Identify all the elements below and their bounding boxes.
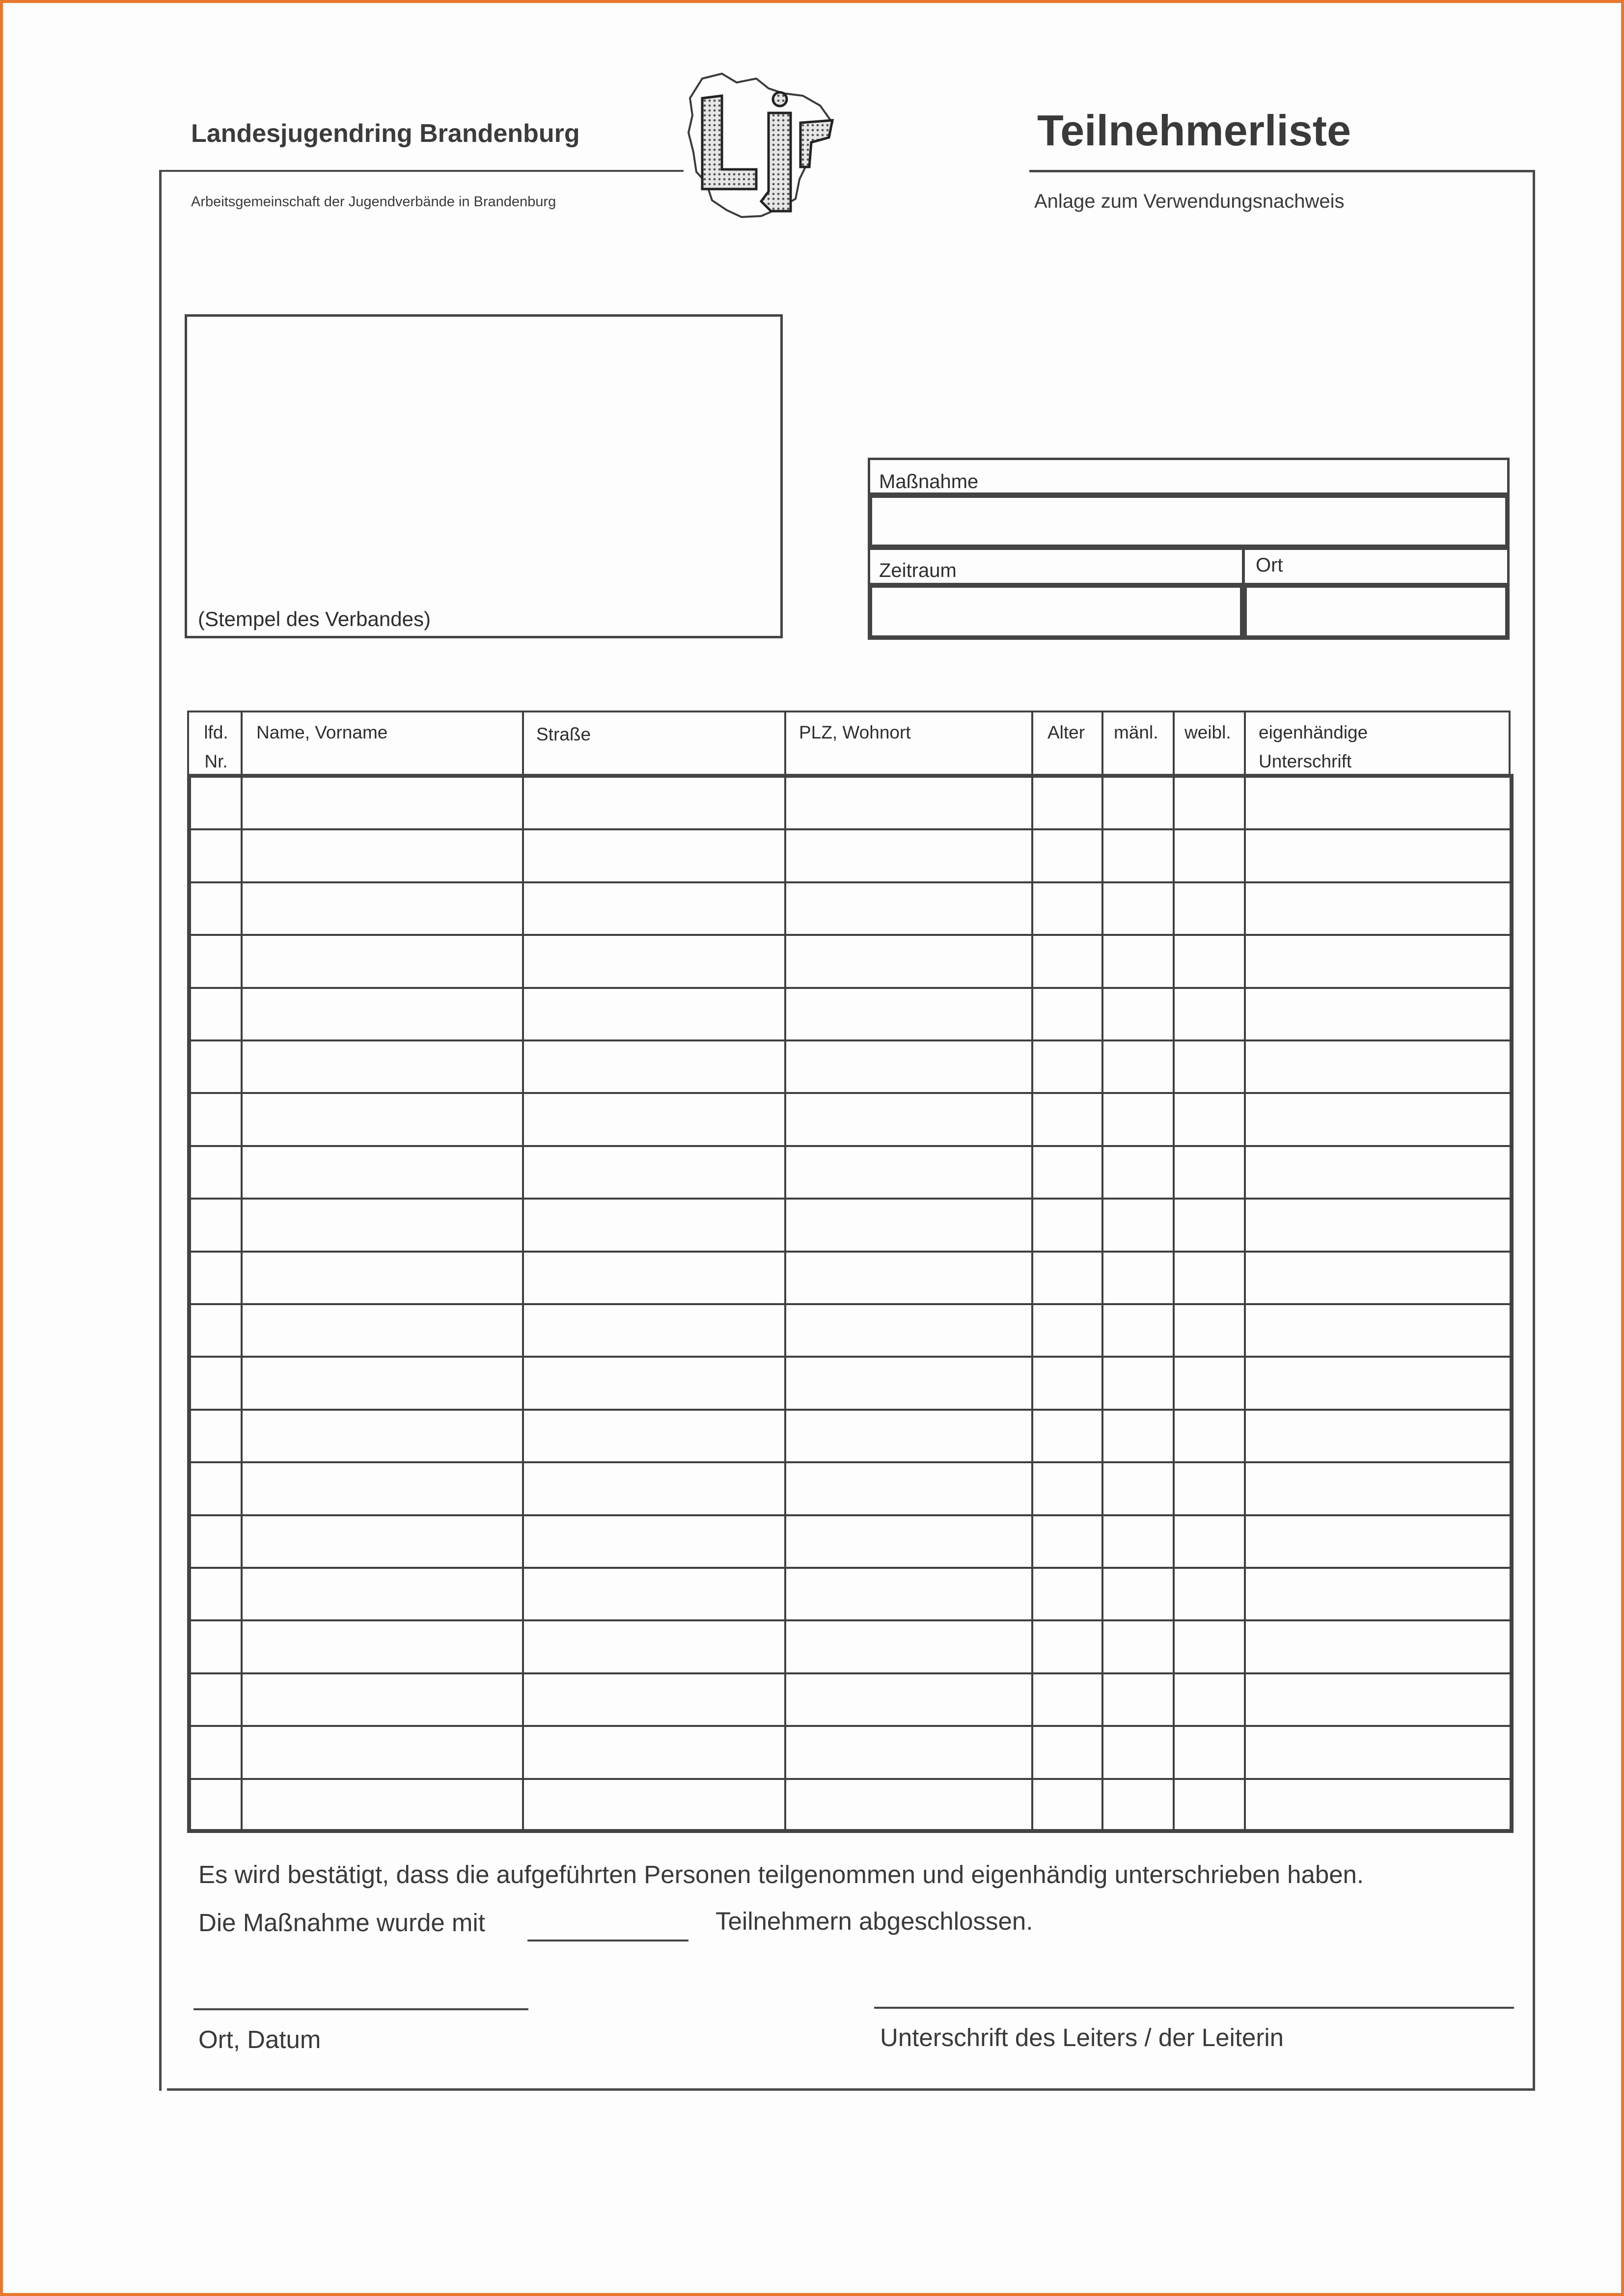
massnahme-label: Maßnahme — [879, 471, 979, 492]
col-header-name: Name, Vorname — [256, 722, 388, 742]
col-header-nr-line2: Nr. — [204, 751, 228, 772]
col-header-strasse: Straße — [536, 724, 591, 744]
completion-prefix: Die Maßnahme wurde mit — [198, 1909, 485, 1937]
col-header-alter: Alter — [1047, 722, 1085, 742]
place-date-label: Ort, Datum — [198, 2025, 321, 2053]
stamp-label: (Stempel des Verbandes) — [198, 607, 431, 630]
organization-subtitle: Arbeitsgemeinschaft der Jugendverbände in Brandenburg — [191, 194, 556, 210]
document-subtitle: Anlage zum Verwendungsnachweis — [1034, 191, 1345, 212]
col-header-weibl: weibl. — [1184, 722, 1231, 742]
completion-suffix: Teilnehmern abgeschlossen. — [716, 1907, 1033, 1935]
organization-name: Landesjugendring Brandenburg — [191, 119, 580, 148]
document-title: Teilnehmerliste — [1037, 106, 1351, 155]
confirmation-text: Es wird bestätigt, dass die aufgeführten Personen teilgenommen und eigenhändig unterschrieben haben. — [198, 1860, 1364, 1888]
col-header-nr-line1: lfd. — [204, 722, 228, 742]
col-header-maenl: mänl. — [1114, 722, 1158, 742]
ort-label: Ort — [1256, 554, 1283, 576]
col-header-unterschrift-line2: Unterschrift — [1259, 751, 1352, 772]
col-header-plz: PLZ, Wohnort — [799, 722, 911, 742]
col-header-unterschrift-line1: eigenhändige — [1259, 722, 1368, 742]
leader-signature-label: Unterschrift des Leiters / der Leiterin — [880, 2023, 1284, 2051]
zeitraum-label: Zeitraum — [879, 560, 957, 581]
